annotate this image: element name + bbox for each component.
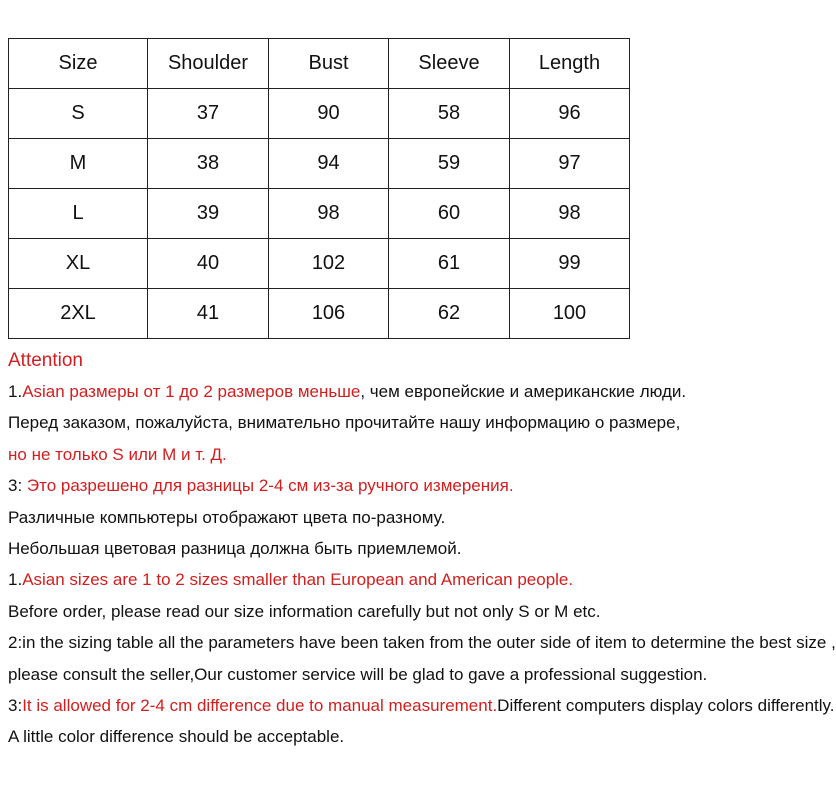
attention-heading: Attention	[8, 350, 83, 371]
cell-length: 98	[510, 189, 630, 239]
note-suffix: , чем европейские и американские люди.	[360, 382, 687, 401]
note-prefix: 1.	[8, 382, 23, 401]
note-highlight: Asian sizes are 1 to 2 sizes smaller than European and American people.	[22, 570, 574, 590]
note-line-en-4: please consult the seller,Our customer service will be glad to gave a professional suggestion.	[8, 664, 708, 684]
cell-sleeve: 61	[389, 239, 510, 289]
cell-length: 97	[510, 139, 630, 189]
cell-sleeve: 60	[389, 189, 510, 239]
size-notes	[8, 346, 836, 753]
cell-sleeve: 58	[389, 89, 510, 139]
table-row	[9, 189, 630, 239]
note-line-en-5	[8, 690, 835, 721]
note-line-ru-1	[8, 376, 798, 407]
cell-bust: 106	[269, 289, 389, 339]
header-length: Length	[510, 39, 630, 89]
table-row	[9, 89, 630, 139]
note-line-ru-4	[8, 470, 798, 501]
table-row	[9, 139, 630, 189]
note-line-ru-3: но не только S или M и т. Д.	[8, 444, 227, 464]
cell-size: L	[9, 189, 148, 239]
cell-size: S	[9, 89, 148, 139]
header-shoulder: Shoulder	[148, 39, 269, 89]
table-header-row	[9, 39, 630, 89]
cell-length: 96	[510, 89, 630, 139]
cell-sleeve: 59	[389, 139, 510, 189]
cell-bust: 102	[269, 239, 389, 289]
cell-shoulder: 40	[148, 239, 269, 289]
size-chart-table	[8, 38, 630, 339]
cell-length: 100	[510, 289, 630, 339]
cell-shoulder: 37	[148, 89, 269, 139]
note-line-en-3: 2:in the sizing table all the parameters have been taken from the outer side of item to determine the best size ,	[8, 633, 836, 653]
cell-size: 2XL	[9, 289, 148, 339]
note-line-ru-2: Перед заказом, пожалуйста, внимательно прочитайте нашу информацию о размере,	[8, 413, 681, 433]
note-line-en-2: Before order, please read our size information carefully but not only S or M etc.	[8, 601, 601, 621]
cell-shoulder: 38	[148, 139, 269, 189]
note-line-en-1	[8, 564, 798, 595]
cell-bust: 94	[269, 139, 389, 189]
note-prefix: 3:	[8, 476, 27, 496]
note-highlight: Это разрешено для разницы 2-4 см из-за ручного измерения.	[26, 476, 514, 496]
table-row	[9, 239, 630, 289]
header-sleeve: Sleeve	[389, 39, 510, 89]
note-highlight: It is allowed for 2-4 cm difference due to manual measurement.	[22, 695, 498, 715]
note-suffix: Different computers display colors differently.	[497, 695, 835, 715]
cell-shoulder: 41	[148, 289, 269, 339]
cell-size: M	[9, 139, 148, 189]
cell-sleeve: 62	[389, 289, 510, 339]
cell-bust: 98	[269, 189, 389, 239]
cell-size: XL	[9, 239, 148, 289]
note-highlight: Asian размеры от 1 до 2 размеров меньше	[22, 382, 361, 401]
cell-bust: 90	[269, 89, 389, 139]
note-prefix: 3:	[8, 695, 23, 715]
cell-length: 99	[510, 239, 630, 289]
note-line-en-6: A little color difference should be acceptable.	[8, 727, 345, 747]
header-bust: Bust	[269, 39, 389, 89]
table-row	[9, 289, 630, 339]
note-line-ru-6: Небольшая цветовая разница должна быть приемлемой.	[8, 538, 462, 558]
note-prefix: 1.	[8, 570, 23, 590]
header-size: Size	[9, 39, 148, 89]
cell-shoulder: 39	[148, 189, 269, 239]
note-line-ru-5: Различные компьютеры отображают цвета по-разному.	[8, 507, 446, 527]
